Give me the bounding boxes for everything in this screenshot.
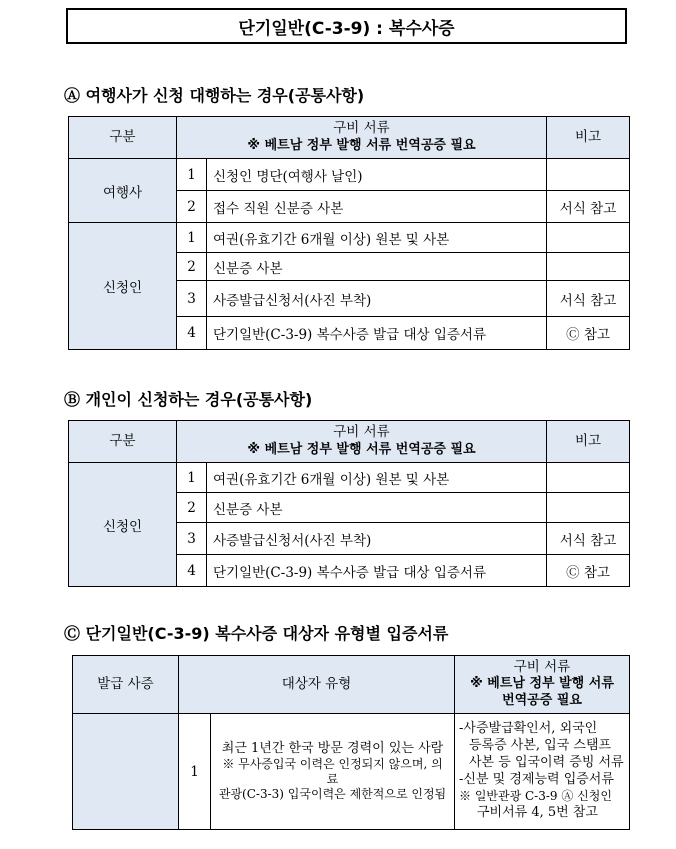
row-document: 접수 직원 신분증 사본 <box>207 191 547 223</box>
header-target-type: 대상자 유형 <box>179 656 455 714</box>
section-a-table <box>68 116 630 350</box>
group-label: 신청인 <box>69 463 177 587</box>
section-b-table <box>68 420 630 587</box>
row-note <box>547 223 630 253</box>
required-documents: -사증발급확인서, 외국인 등록증 사본, 입국 스탬프 사본 등 입국이력 증빙 서류 -신분 및 경제능력 입증서류 ※ 일반관광 C-3-9 Ⓐ 신청인 구비서류 4, 5번 참고 <box>455 714 630 830</box>
row-document: 사증발급신청서(사진 부착) <box>207 281 547 317</box>
visa-cell <box>73 714 179 830</box>
section-c-heading: Ⓒ 단기일반(C-3-9) 복수사증 대상자 유형별 입증서류 <box>64 624 449 643</box>
row-number: 4 <box>177 555 207 587</box>
row-document: 여권(유효기간 6개월 이상) 원본 및 사본 <box>207 223 547 253</box>
section-c-table <box>72 655 630 830</box>
row-number: 1 <box>179 714 211 830</box>
header-documents: 구비 서류 ※ 베트남 정부 발행 서류 번역공증 필요 <box>177 117 547 159</box>
row-note: Ⓒ 참고 <box>547 317 630 350</box>
row-number: 2 <box>177 191 207 223</box>
header-visa: 발급 사증 <box>73 656 179 714</box>
row-document: 단기일반(C-3-9) 복수사증 발급 대상 입증서류 <box>207 555 547 587</box>
row-note: 서식 참고 <box>547 523 630 555</box>
row-note <box>547 463 630 493</box>
row-note <box>547 253 630 281</box>
header-category: 구분 <box>69 117 177 159</box>
row-document: 신분증 사본 <box>207 493 547 523</box>
row-document: 여권(유효기간 6개월 이상) 원본 및 사본 <box>207 463 547 493</box>
row-note <box>547 493 630 523</box>
section-a-heading: Ⓐ 여행사가 신청 대행하는 경우(공통사항) <box>64 86 365 105</box>
row-number: 4 <box>177 317 207 350</box>
row-document: 단기일반(C-3-9) 복수사증 발급 대상 입증서류 <box>207 317 547 350</box>
page-title: 단기일반(C-3-9) : 복수사증 <box>66 8 627 44</box>
row-note: Ⓒ 참고 <box>547 555 630 587</box>
row-number: 1 <box>177 463 207 493</box>
header-note: 비고 <box>547 421 630 463</box>
section-b-heading: Ⓑ 개인이 신청하는 경우(공통사항) <box>64 390 313 409</box>
header-documents: 구비 서류 ※ 베트남 정부 발행 서류 번역공증 필요 <box>455 656 630 714</box>
header-category: 구분 <box>69 421 177 463</box>
row-number: 1 <box>177 159 207 191</box>
row-number: 1 <box>177 223 207 253</box>
row-number: 2 <box>177 493 207 523</box>
header-note: 비고 <box>547 117 630 159</box>
row-number: 2 <box>177 253 207 281</box>
row-note: 서식 참고 <box>547 281 630 317</box>
row-document: 사증발급신청서(사진 부착) <box>207 523 547 555</box>
group-label: 여행사 <box>69 159 177 223</box>
row-document: 신청인 명단(여행사 날인) <box>207 159 547 191</box>
row-number: 3 <box>177 281 207 317</box>
row-number: 3 <box>177 523 207 555</box>
group-label: 신청인 <box>69 223 177 350</box>
row-document: 신분증 사본 <box>207 253 547 281</box>
row-note <box>547 159 630 191</box>
row-note: 서식 참고 <box>547 191 630 223</box>
target-type-description: 최근 1년간 한국 방문 경력이 있는 사람 ※ 무사증입국 이력은 인정되지 않으며, 의료 관광(C-3-3) 입국이력은 제한적으로 인정됨 <box>211 714 455 830</box>
header-documents: 구비 서류 ※ 베트남 정부 발행 서류 번역공증 필요 <box>177 421 547 463</box>
